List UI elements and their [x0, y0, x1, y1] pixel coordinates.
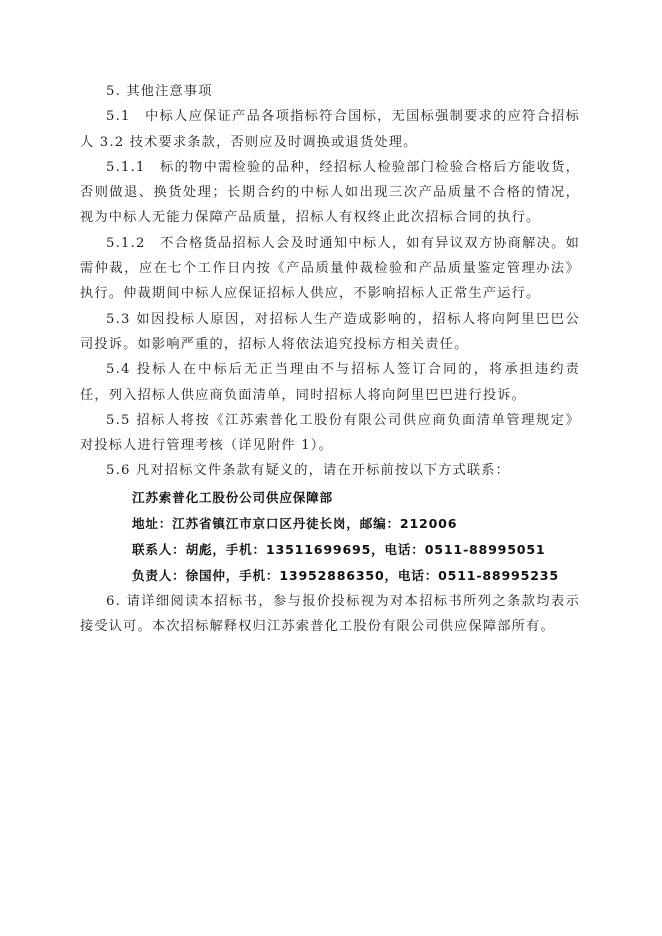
contact-person: 联系人：胡彪，手机：13511699695，电话：0511-88995051: [132, 541, 546, 557]
clause-5-5: 5.5 招标人将按《江苏索普化工股份有限公司供应商负面清单管理规定》对投标人进行管理考核（详见附件 1）。: [80, 412, 580, 454]
section-heading: 5. 其他注意事项: [106, 84, 213, 99]
clause-5-1-1: 5.1.1 标的物中需检验的品种，经招标人检验部门检验合格后方能收货，否则做退、换货处理；长期合约的中标人如出现三次产品质量不合格的情况，视为中标人无能力保障产品质量，招标人有权终止此次招标合同的执行。: [80, 159, 580, 226]
contact-organization: 江苏索普化工股份公司供应保障部: [132, 489, 333, 505]
clause-5-1: 5.1 中标人应保证产品各项指标符合国标，无国标强制要求的应符合招标人 3.2 技术要求条款，否则应及时调换或退货处理。: [80, 109, 580, 150]
document-page: [80, 79, 580, 639]
clause-5-1-2: 5.1.2 不合格货品招标人会及时通知中标人，如有异议双方协商解决。如需仲裁，应在七个工作日内按《产品质量仲裁检验和产品质量鉴定管理办法》执行。仲裁期间中标人应保证招标人供应，不影响招标人正常生产运行。: [80, 235, 580, 302]
clause-5-4: 5.4 投标人在中标后无正当理由不与招标人签订合同的，将承担违约责任，列入招标人供应商负面清单，同时招标人将向阿里巴巴进行投诉。: [80, 362, 580, 403]
responsible-person: 负责人：徐国仲，手机：13952886350，电话：0511-88995235: [132, 567, 559, 583]
clause-5-6: 5.6 凡对招标文件条款有疑义的，请在开标前按以下方式联系：: [106, 463, 511, 479]
clause-5-3: 5.3 如因投标人原因，对招标人生产造成影响的，招标人将向阿里巴巴公司投诉。如影响严重的，招标人将依法追究投标方相关责任。: [80, 311, 580, 352]
contact-block: [80, 485, 580, 589]
contact-address: 地址：江苏省镇江市京口区丹徒长岗，邮编：212006: [132, 515, 458, 531]
clause-6: 6. 请详细阅读本招标书，参与报价投标视为对本招标书所列之条款均表示接受认可。本次招标解释权归江苏索普化工股份有限公司供应保障部所有。: [80, 593, 580, 635]
